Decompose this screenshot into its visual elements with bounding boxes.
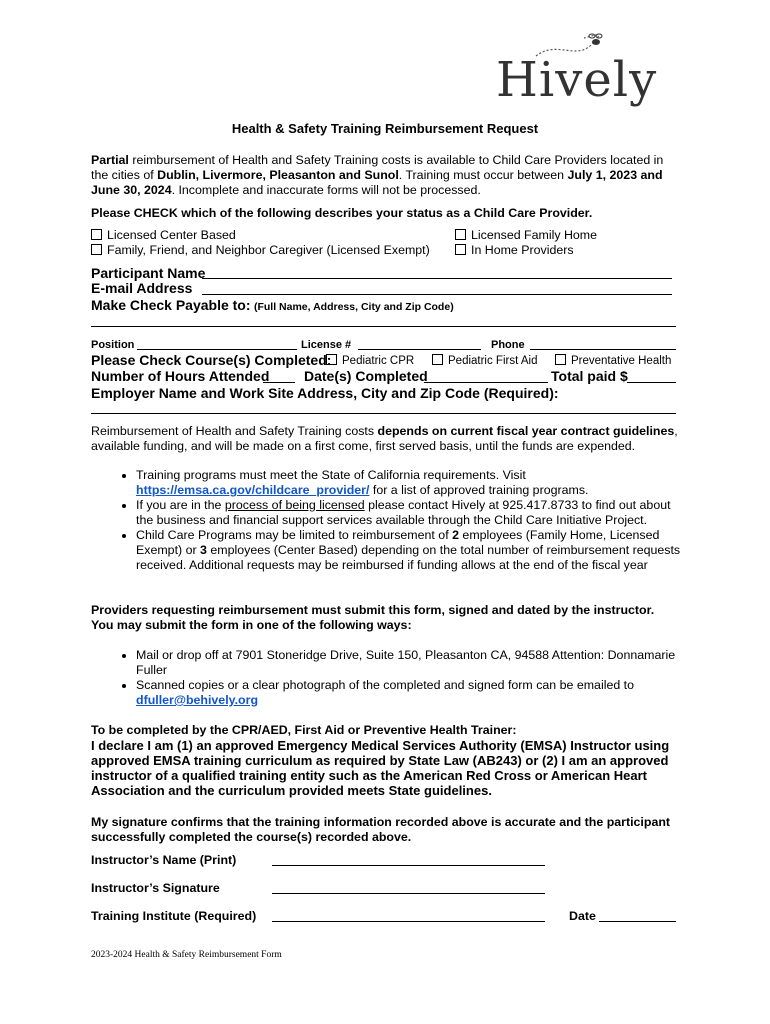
status-heading: Please CHECK which of the following describes your status as a Child Care Provider. [91, 206, 593, 220]
checkbox[interactable] [326, 354, 337, 365]
instructor-name-field[interactable] [272, 865, 545, 866]
course-pediatric-cpr[interactable]: Pediatric CPR [326, 354, 414, 369]
date-field[interactable] [599, 921, 676, 922]
check-payable-row: Make Check Payable to: (Full Name, Address, City and Zip Code) [91, 297, 454, 313]
date-label: Date [569, 909, 596, 923]
course-preventative-health[interactable]: Preventative Health [555, 354, 671, 369]
checkbox[interactable] [455, 244, 466, 255]
phone-field[interactable] [530, 349, 676, 350]
submit-instructions: Providers requesting reimbursement must submit this form, signed and dated by the instructor. You may submit the form in one of the following ways: [91, 603, 655, 632]
checkbox[interactable] [91, 244, 102, 255]
hively-logo [496, 30, 686, 115]
dates-label: Date(s) Completed [304, 368, 428, 384]
intro-paragraph: Partial reimbursement of Health and Safety Training costs is available to Child Care Providers located in the cities of Dublin, Livermore, Pleasanton and Sunol. Training must occur between July 1, 2023 and June 30, 2024. Incomplete and inaccurate forms will not be processed. [91, 153, 664, 197]
total-field[interactable] [627, 382, 676, 383]
position-label: Position [91, 339, 135, 351]
training-institute-field[interactable] [272, 921, 545, 922]
footer: 2023-2024 Health & Safety Reimbursement Form [91, 950, 282, 960]
list-item: • Scanned copies or a clear photograph of the completed and signed form can be emailed to dfuller@behively.org [136, 678, 681, 708]
hours-label: Number of Hours Attended [91, 368, 270, 384]
hours-field[interactable] [263, 382, 295, 383]
trainer-heading: To be completed by the CPR/AED, First Aid or Preventive Health Trainer: [91, 723, 517, 737]
status-option-in-home[interactable]: In Home Providers [455, 243, 574, 258]
logo-text: Hively [496, 52, 658, 108]
list-item: • If you are in the process of being licensed please contact Hively at 925.417.8733 to find out about the business and financial support services available through the Child Care Initiative Project. [136, 498, 681, 528]
position-field[interactable] [137, 349, 297, 350]
emsa-link[interactable]: https://emsa.ca.gov/childcare_provider/ [136, 483, 370, 497]
dates-field[interactable] [424, 382, 548, 383]
list-item: • Child Care Programs may be limited to reimbursement of 2 employees (Family Home, Licensed Exempt) or 3 employees (Center Based) depending on the total number of reimbursement requests received. Additional requests may be reimbursed if funding allows at the end of the fiscal year [136, 528, 681, 573]
training-institute-label: Training Institute (Required) [91, 909, 257, 923]
instructor-signature-label: Instructor’s Signature [91, 881, 220, 895]
participant-label: Participant Name [91, 265, 206, 281]
form-title: Health & Safety Training Reimbursement Request [231, 121, 539, 136]
employer-field[interactable] [91, 413, 676, 414]
checkbox[interactable] [91, 229, 102, 240]
list-item: • Mail or drop off at 7901 Stoneridge Drive, Suite 150, Pleasanton CA, 94588 Attention: Donnamarie Fuller [136, 648, 681, 678]
list-item: • Training programs must meet the State of California requirements. Visit https://emsa.ca.gov/childcare_provider/ for a list of approved training programs. [136, 468, 681, 498]
license-field[interactable] [358, 349, 481, 350]
status-option-center[interactable]: Licensed Center Based [91, 228, 236, 243]
signature-statement: My signature confirms that the training information recorded above is accurate and the participant successfully completed the course(s) recorded above. [91, 815, 671, 844]
employer-label: Employer Name and Work Site Address, City and Zip Code (Required): [91, 385, 559, 401]
license-label: License # [301, 339, 352, 351]
phone-label: Phone [491, 339, 525, 351]
course-pediatric-first-aid[interactable]: Pediatric First Aid [432, 354, 537, 369]
email-field[interactable] [202, 294, 672, 295]
status-option-family-home[interactable]: Licensed Family Home [455, 228, 597, 243]
participant-field[interactable] [202, 278, 672, 279]
email-link[interactable]: dfuller@behively.org [136, 693, 259, 707]
courses-label: Please Check Course(s) Completed: [91, 352, 332, 368]
trainer-declaration: I declare I am (1) an approved Emergency Medical Services Authority (EMSA) Instructor using approved EMSA training curriculum as required by State Law (AB243) or (2) I am an approved instructor of a qualified training entity such as the American Red Cross or American Heart Association and the curriculum provided meets State guidelines. [91, 738, 670, 798]
submit-methods-list [91, 648, 681, 708]
status-option-ffn[interactable]: Family, Friend, and Neighbor Caregiver (Licensed Exempt) [91, 243, 430, 258]
requirements-list [91, 468, 681, 573]
email-label: E-mail Address [91, 280, 193, 296]
checkbox[interactable] [432, 354, 443, 365]
instructor-signature-field[interactable] [272, 893, 545, 894]
total-label: Total paid $ [551, 368, 628, 384]
instructor-name-label: Instructor’s Name (Print) [91, 853, 237, 867]
reimbursement-paragraph: Reimbursement of Health and Safety Training costs depends on current fiscal year contract guidelines, available funding, and will be made on a first come, first served basis, until the funds are expended. [91, 424, 678, 453]
checkbox[interactable] [555, 354, 566, 365]
check-payable-field[interactable] [91, 326, 676, 327]
checkbox[interactable] [455, 229, 466, 240]
